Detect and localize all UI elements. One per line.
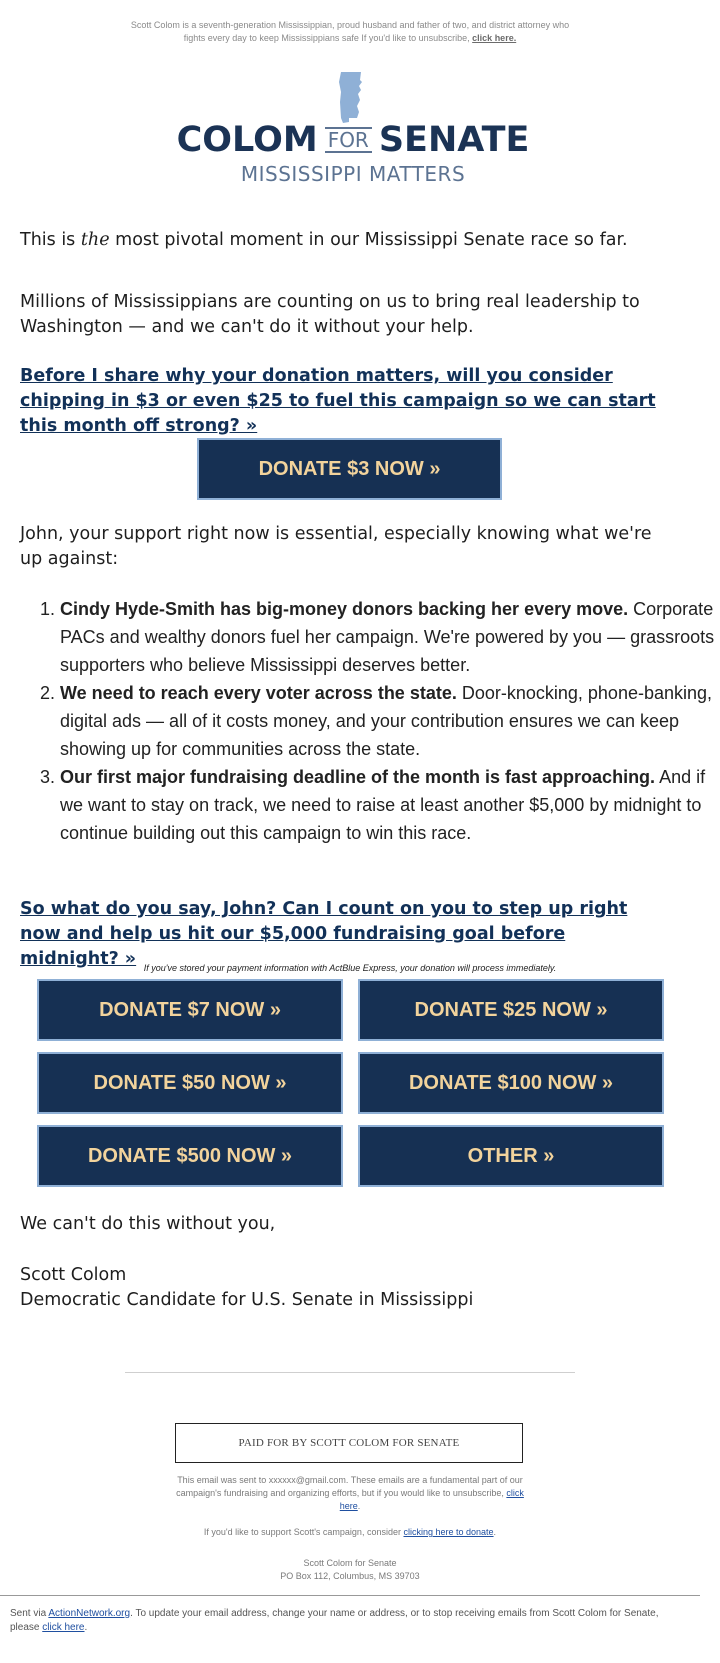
- bottom-divider: [0, 1595, 700, 1596]
- intro-paragraph-1: [20, 228, 670, 253]
- donate-25-button[interactable]: DONATE $25 NOW »: [358, 979, 664, 1041]
- signature-name: Scott Colom: [20, 1265, 127, 1285]
- donate-3-button[interactable]: DONATE $3 NOW »: [197, 438, 502, 500]
- preheader: [120, 19, 580, 45]
- intro-p1-emphasis: the: [80, 230, 110, 250]
- signature-title: Democratic Candidate for U.S. Senate in Mississippi: [20, 1290, 474, 1310]
- intro-p1-after: most pivotal moment in our Mississippi Senate race so far.: [115, 230, 628, 250]
- reason-item: [60, 679, 720, 763]
- donation-ask-paragraph: [20, 364, 670, 439]
- footer-support: If you'd like to support Scott's campaign, consider clicking here to donate.: [203, 1527, 497, 1537]
- footer-unsubscribe-link[interactable]: click here: [339, 1488, 524, 1511]
- actionnetwork-link[interactable]: ActionNetwork.org: [48, 1608, 131, 1619]
- reason-text: Corporate PACs and wealthy donors fuel her campaign. We're powered by you — grassroots supporters who believe Mississippi deserves better.: [60, 599, 715, 675]
- footer-donate-link[interactable]: clicking here to donate: [403, 1527, 494, 1537]
- paid-for-disclaimer: PAID FOR BY SCOTT COLOM FOR SENATE: [175, 1423, 523, 1463]
- closing-line: We can't do this without you,: [20, 1214, 276, 1234]
- footer-address: PO Box 112, Columbus, MS 39703: [280, 1571, 420, 1581]
- preheader-unsubscribe-link[interactable]: click here.: [472, 33, 517, 43]
- logo-wordmark: [176, 120, 530, 160]
- goal-paragraph: [20, 897, 670, 972]
- campaign-logo: [176, 70, 530, 186]
- divider: [125, 1372, 575, 1373]
- donate-100-button[interactable]: DONATE $100 NOW »: [358, 1052, 664, 1114]
- reason-bold: Cindy Hyde-Smith has big-money donors backing her every move.: [60, 599, 629, 619]
- preheader-text: Scott Colom is a seventh-generation Mississippian, proud husband and father of two, and district attorney who fights every day to keep Mississippians safe If you'd like to unsubscribe,: [130, 20, 570, 43]
- footer-sent-to-text: This email was sent to xxxxxx@gmail.com. These emails are a fundamental part of our campaign's fundraising and organizing efforts, but if you would like to unsubscribe,: [176, 1475, 523, 1498]
- goal-link[interactable]: So what do you say, John? Can I count on you to step up right now and help us hit our $5,000 fundraising goal before midnight? »: [20, 899, 628, 969]
- reason-item: [60, 763, 720, 847]
- donation-ask-link[interactable]: Before I share why your donation matters, will you consider chipping in $3 or even $25 to fuel this campaign so we can start this month off strong? »: [20, 366, 656, 436]
- intro-paragraph-2: Millions of Mississippians are counting on us to bring real leadership to Washington — and we can't do it without your help.: [20, 292, 640, 337]
- reason-text: Door-knocking, phone-banking, digital ads — all of it costs money, and your contribution ensures we can keep showing up for communities across the state.: [60, 683, 713, 759]
- reason-text: And if we want to stay on track, we need to raise at least another $5,000 by midnight to continue building out this campaign to win this race.: [60, 767, 706, 843]
- footer-org-name: Scott Colom for Senate: [303, 1558, 397, 1568]
- reason-bold: Our first major fundraising deadline of the month is fast approaching.: [60, 767, 656, 787]
- logo-for: FOR: [325, 127, 372, 153]
- donate-50-button[interactable]: DONATE $50 NOW »: [37, 1052, 343, 1114]
- bottom-bar: Sent via ActionNetwork.org. To update your email address, change your name or address, or to stop receiving emails from Scott Colom for Senate, please click here.: [10, 1608, 659, 1633]
- footer-sent-to: This email was sent to xxxxxx@gmail.com. These emails are a fundamental part of our campaign's fundraising and organizing efforts, but if you would like to unsubscribe, click here.: [176, 1475, 524, 1511]
- donate-7-button[interactable]: DONATE $7 NOW »: [37, 979, 343, 1041]
- footer-support-text: If you'd like to support Scott's campaign, consider: [203, 1527, 401, 1537]
- logo-colom: COLOM: [176, 120, 318, 160]
- bottom-sent-via: Sent via: [10, 1608, 47, 1619]
- logo-senate: SENATE: [378, 120, 530, 160]
- reason-bold: We need to reach every voter across the state.: [60, 683, 457, 703]
- logo-tagline: MISSISSIPPI MATTERS: [240, 162, 466, 186]
- actblue-note: If you've stored your payment information with ActBlue Express, your donation will process immediately.: [143, 963, 557, 973]
- donate-500-button[interactable]: DONATE $500 NOW »: [37, 1125, 343, 1187]
- support-paragraph: John, your support right now is essential, especially knowing what we're up against:: [20, 524, 652, 569]
- mississippi-state-icon: [335, 72, 365, 124]
- reason-item: [60, 595, 720, 679]
- reasons-list: [20, 595, 720, 847]
- intro-p1-before: This is: [20, 230, 76, 250]
- bottom-text: . To update your email address, change your name or address, or to stop receiving emails from Scott Colom for Senate, please: [10, 1608, 659, 1633]
- bottom-update-link[interactable]: click here: [42, 1622, 85, 1633]
- donate-other-button[interactable]: OTHER »: [358, 1125, 664, 1187]
